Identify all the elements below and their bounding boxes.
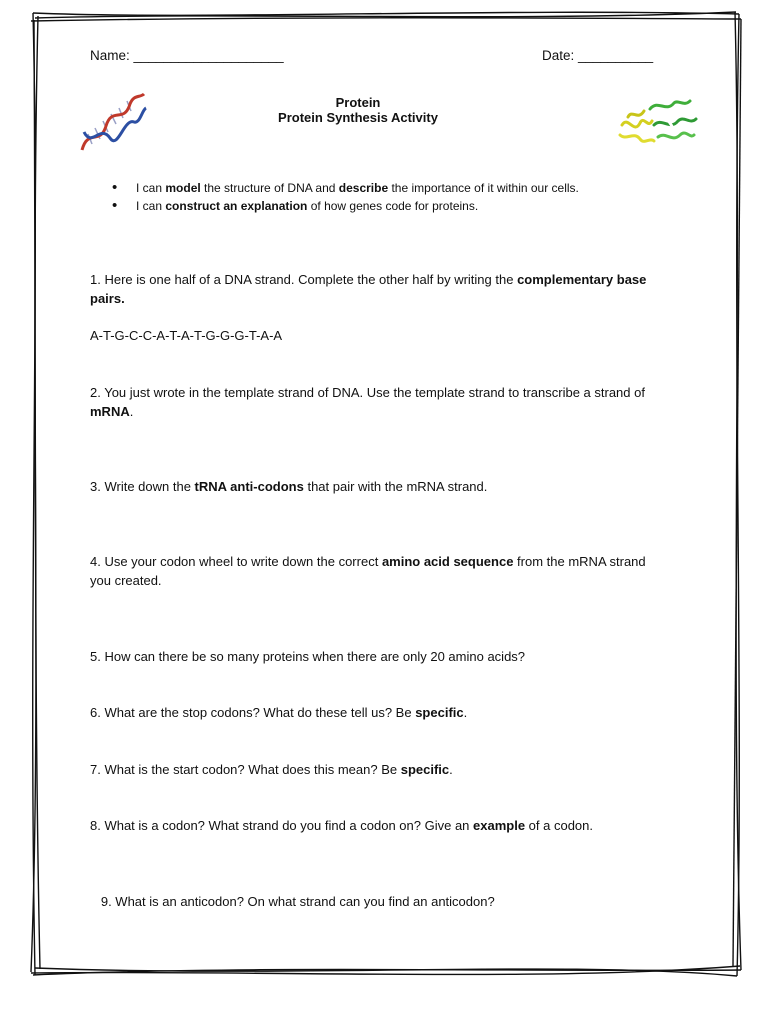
question-text: 2. You just wrote in the template strand of DNA. Use the template strand to transcribe a strand of bbox=[90, 385, 645, 400]
question-emphasis: specific bbox=[400, 762, 450, 777]
learning-goal-item bbox=[112, 197, 579, 215]
question-text: . bbox=[449, 762, 453, 777]
learning-goals-list bbox=[112, 179, 579, 215]
dna-double-helix-icon bbox=[78, 88, 148, 154]
question-text: . bbox=[129, 404, 134, 419]
bullet-icon: • bbox=[112, 179, 118, 196]
goal-text: the importance of it within our cells. bbox=[388, 181, 579, 195]
goal-emphasis: describe bbox=[338, 181, 389, 195]
question-text: . bbox=[463, 705, 468, 720]
question-emphasis: complementary base pairs. bbox=[90, 272, 647, 306]
bullet-icon: • bbox=[112, 197, 118, 214]
question-text: 1. Here is one half of a DNA strand. Complete the other half by writing the bbox=[90, 272, 518, 287]
question-3 bbox=[90, 477, 670, 496]
question-7 bbox=[90, 760, 670, 779]
goal-text: I can bbox=[136, 199, 166, 213]
name-field-label[interactable]: Name: ____________________ bbox=[90, 48, 284, 63]
date-field-label[interactable]: Date: __________ bbox=[542, 48, 654, 63]
question-text: 4. Use your codon wheel to write down the correct bbox=[90, 554, 382, 569]
question-text: that pair with the mRNA strand. bbox=[303, 479, 488, 494]
question-emphasis: tRNA anti-codons bbox=[194, 479, 304, 494]
question-text: 8. What is a codon? What strand do you find a codon on? Give an bbox=[90, 818, 474, 833]
question-text: of a codon. bbox=[525, 818, 594, 833]
question-emphasis: mRNA bbox=[90, 404, 130, 419]
question-6 bbox=[90, 703, 670, 722]
goal-text: the structure of DNA and bbox=[200, 181, 339, 195]
question-8 bbox=[90, 816, 670, 835]
question-text: from the mRNA strand you created. bbox=[90, 554, 646, 588]
learning-goal-item bbox=[112, 179, 579, 197]
goal-text: I can bbox=[136, 181, 166, 195]
question-9 bbox=[90, 873, 670, 911]
question-5 bbox=[90, 647, 670, 666]
question-emphasis: example bbox=[473, 818, 526, 833]
page-title: Protein bbox=[335, 95, 381, 110]
question-text: 5. How can there be so many proteins when there are only 20 amino acids? bbox=[90, 649, 526, 664]
question-4 bbox=[90, 552, 670, 590]
question-2 bbox=[90, 383, 670, 421]
question-emphasis: specific bbox=[415, 705, 464, 720]
question-text: 6. What are the stop codons? What do these tell us? Be bbox=[90, 705, 416, 720]
question-text: 7. What is the start codon? What does this mean? Be bbox=[90, 762, 401, 777]
protein-molecule-icon bbox=[614, 95, 700, 151]
question-1 bbox=[90, 270, 670, 308]
goal-emphasis: construct an explanation bbox=[165, 199, 308, 213]
page-subtitle: Protein Synthesis Activity bbox=[278, 110, 438, 125]
goal-text: of how genes code for proteins. bbox=[307, 199, 479, 213]
dna-strand-sequence: A-T-G-C-C-A-T-A-T-G-G-G-T-A-A bbox=[90, 328, 283, 343]
question-emphasis: amino acid sequence bbox=[381, 554, 514, 569]
goal-emphasis: model bbox=[165, 181, 201, 195]
question-text: 9. What is an anticodon? On what strand can you find an anticodon? bbox=[97, 894, 495, 909]
question-text: 3. Write down the bbox=[90, 479, 195, 494]
